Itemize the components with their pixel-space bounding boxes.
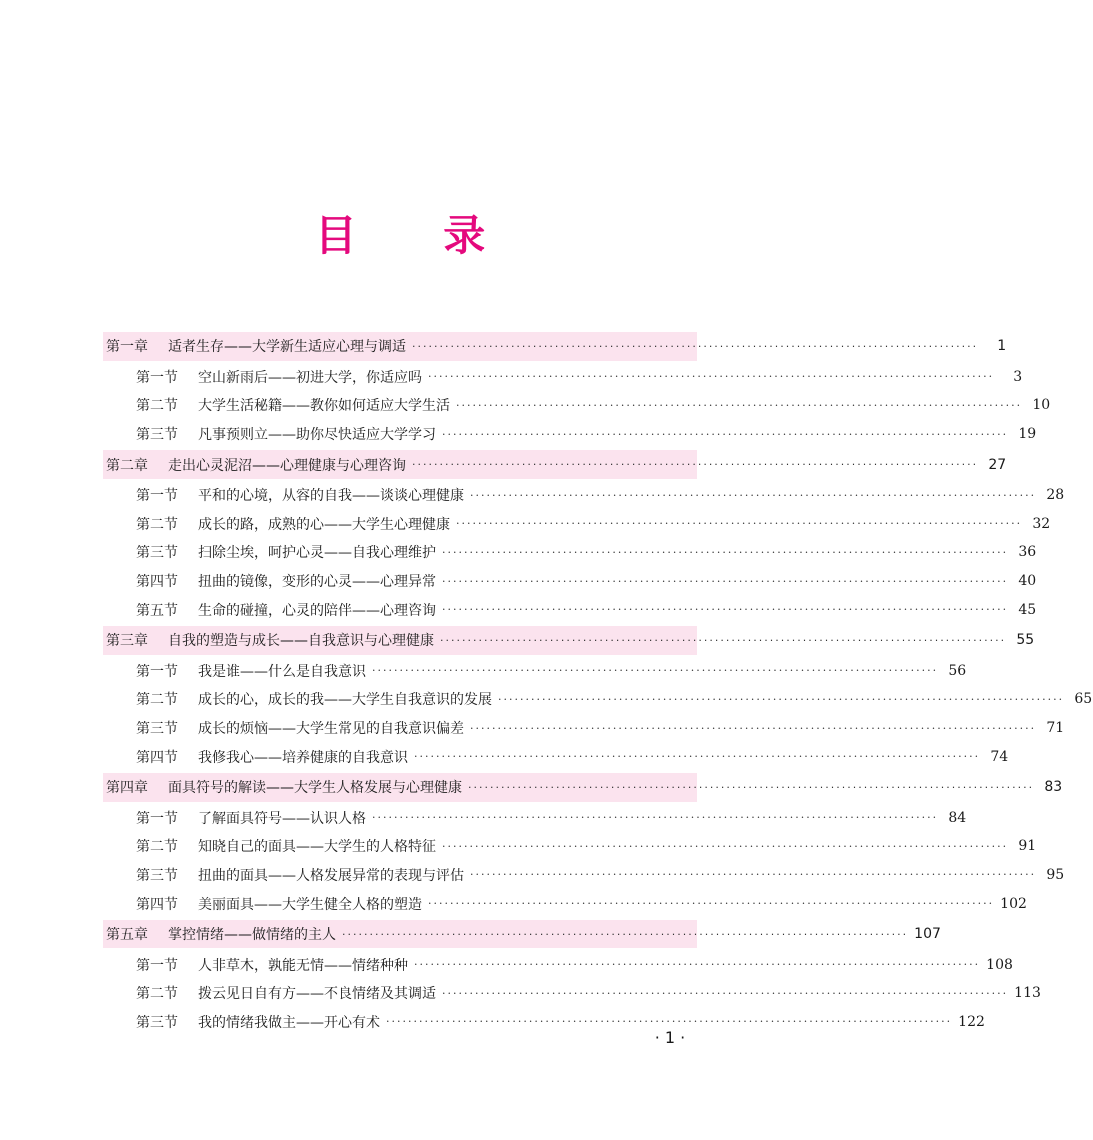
toc-entry-page: 36 (1018, 544, 1037, 561)
toc-leader-dots: ······································································································· (414, 958, 981, 972)
toc-leader-dots: ······································································································· (372, 811, 939, 825)
toc-entry-title: 走出心灵泥沼——心理健康与心理咨询 (168, 457, 406, 474)
toc-entry-page: 55 (1016, 632, 1035, 649)
toc-entry-number: 第四章 (106, 780, 148, 797)
toc-entry-number: 第五章 (106, 927, 148, 944)
toc-entry-page: 83 (1044, 779, 1063, 796)
toc-entry-page: 122 (958, 1013, 985, 1030)
toc-entry-page: 32 (1032, 515, 1051, 532)
toc-leader-dots: ······································································································· (428, 897, 995, 911)
toc-entry-number: 第一节 (136, 488, 178, 505)
toc-section-row (103, 950, 1013, 979)
toc-entry-title: 我的情绪我做主——开心有术 (198, 1014, 380, 1031)
toc-entry-page: 102 (1000, 895, 1027, 912)
toc-leader-dots: ······································································································· (470, 868, 1037, 882)
toc-leader-dots: ······································································································· (498, 692, 1065, 706)
toc-entry-title: 我修我心——培养健康的自我意识 (198, 749, 408, 766)
toc-entry-page: 91 (1018, 838, 1037, 855)
toc-entry-title: 扭曲的面具——人格发展异常的表现与评估 (198, 867, 464, 884)
toc-entry-number: 第一节 (136, 957, 178, 974)
toc-chapter-row (103, 626, 1035, 655)
toc-entry-number: 第一节 (136, 810, 178, 827)
table-of-contents (103, 330, 1093, 1036)
toc-entry-title: 知晓自己的面具——大学生的人格特征 (198, 839, 436, 856)
toc-leader-dots: ······································································································· (342, 927, 909, 941)
toc-entry-number: 第二节 (136, 692, 178, 709)
toc-leader-dots: ······································································································· (456, 398, 1023, 412)
toc-entry-page: 113 (1014, 985, 1041, 1002)
toc-leader-dots: ······································································································· (456, 517, 1023, 531)
toc-section-row (103, 714, 1065, 743)
toc-entry-page: 28 (1046, 487, 1065, 504)
toc-leader-dots: ······································································································· (470, 488, 1037, 502)
toc-section-row (103, 657, 967, 686)
toc-entry-page: 27 (988, 456, 1007, 473)
toc-entry-number: 第一章 (106, 339, 148, 356)
toc-section-row (103, 420, 1037, 449)
toc-entry-page: 107 (914, 926, 941, 943)
toc-leader-dots: ······································································································· (468, 780, 1035, 794)
toc-entry-page: 1 (997, 338, 1007, 355)
toc-section-row (103, 538, 1037, 567)
toc-section-row (103, 832, 1037, 861)
toc-section-row (103, 861, 1065, 890)
toc-chapter-row (103, 332, 1007, 361)
toc-entry-number: 第二节 (136, 839, 178, 856)
toc-section-row (103, 595, 1037, 624)
toc-section-row (103, 481, 1065, 510)
toc-section-row (103, 742, 1009, 771)
toc-entry-number: 第二节 (136, 986, 178, 1003)
toc-entry-number: 第三节 (136, 545, 178, 562)
toc-entry-title: 成长的心，成长的我——大学生自我意识的发展 (198, 692, 492, 709)
page-title: 目 录 (314, 211, 522, 260)
toc-entry-number: 第二节 (136, 398, 178, 415)
toc-entry-page: 56 (948, 662, 967, 679)
toc-entry-number: 第三节 (136, 867, 178, 884)
toc-entry-page: 108 (986, 956, 1013, 973)
toc-entry-number: 第四节 (136, 574, 178, 591)
toc-leader-dots: ······································································································· (442, 839, 1009, 853)
toc-entry-title: 空山新雨后——初进大学，你适应吗 (198, 369, 422, 386)
toc-entry-number: 第一节 (136, 663, 178, 680)
toc-chapter-row (103, 920, 941, 949)
toc-entry-number: 第三节 (136, 1014, 178, 1031)
toc-entry-title: 成长的路，成熟的心——大学生心理健康 (198, 516, 450, 533)
toc-leader-dots: ······································································································· (386, 1015, 953, 1029)
toc-entry-number: 第三节 (136, 427, 178, 444)
toc-section-row (103, 979, 1041, 1008)
toc-section-row (103, 391, 1051, 420)
page-number: · 1 · (654, 1028, 686, 1047)
toc-entry-page: 3 (1013, 368, 1023, 385)
toc-entry-page: 40 (1018, 573, 1037, 590)
toc-entry-title: 拨云见日自有方——不良情绪及其调适 (198, 986, 436, 1003)
toc-entry-title: 美丽面具——大学生健全人格的塑造 (198, 896, 422, 913)
toc-leader-dots: ······································································································· (442, 986, 1009, 1000)
toc-leader-dots: ······································································································· (440, 633, 1007, 647)
toc-leader-dots: ······································································································· (412, 458, 979, 472)
toc-entry-page: 65 (1074, 691, 1093, 708)
toc-leader-dots: ······································································································· (414, 750, 981, 764)
toc-leader-dots: ······································································································· (372, 664, 939, 678)
toc-entry-page: 45 (1018, 601, 1037, 618)
toc-leader-dots: ······································································································· (442, 603, 1009, 617)
toc-leader-dots: ······································································································· (442, 427, 1009, 441)
toc-leader-dots: ······································································································· (428, 370, 995, 384)
toc-entry-number: 第四节 (136, 749, 178, 766)
toc-entry-title: 扫除尘埃，呵护心灵——自我心理维护 (198, 545, 436, 562)
toc-entry-number: 第二节 (136, 516, 178, 533)
toc-chapter-row (103, 450, 1007, 479)
toc-entry-page: 71 (1046, 720, 1065, 737)
toc-entry-title: 面具符号的解读——大学生人格发展与心理健康 (168, 780, 462, 797)
toc-entry-page: 19 (1018, 426, 1037, 443)
toc-entry-title: 成长的烦恼——大学生常见的自我意识偏差 (198, 721, 464, 738)
toc-entry-title: 自我的塑造与成长——自我意识与心理健康 (168, 633, 434, 650)
toc-entry-title: 掌控情绪——做情绪的主人 (168, 927, 336, 944)
toc-entry-page: 95 (1046, 866, 1065, 883)
toc-entry-title: 平和的心境，从容的自我——谈谈心理健康 (198, 488, 464, 505)
toc-entry-title: 人非草木，孰能无情——情绪种种 (198, 957, 408, 974)
toc-entry-title: 了解面具符号——认识人格 (198, 810, 366, 827)
toc-entry-number: 第三章 (106, 633, 148, 650)
toc-section-row (103, 685, 1093, 714)
toc-entry-title: 我是谁——什么是自我意识 (198, 663, 366, 680)
toc-entry-title: 凡事预则立——助你尽快适应大学学习 (198, 427, 436, 444)
toc-entry-number: 第二章 (106, 457, 148, 474)
toc-section-row (103, 510, 1051, 539)
toc-entry-title: 大学生活秘籍——教你如何适应大学生活 (198, 398, 450, 415)
toc-entry-number: 第四节 (136, 896, 178, 913)
toc-entry-title: 生命的碰撞，心灵的陪伴——心理咨询 (198, 602, 436, 619)
toc-entry-page: 74 (990, 748, 1009, 765)
toc-entry-title: 扭曲的镜像，变形的心灵——心理异常 (198, 574, 436, 591)
toc-leader-dots: ······································································································· (412, 339, 979, 353)
toc-entry-page: 84 (948, 809, 967, 826)
toc-entry-page: 10 (1032, 397, 1051, 414)
toc-entry-number: 第三节 (136, 721, 178, 738)
toc-leader-dots: ······································································································· (470, 721, 1037, 735)
toc-entry-title: 适者生存——大学新生适应心理与调适 (168, 339, 406, 356)
toc-entry-number: 第一节 (136, 369, 178, 386)
toc-leader-dots: ······································································································· (442, 545, 1009, 559)
toc-leader-dots: ······································································································· (442, 574, 1009, 588)
toc-section-row (103, 889, 1027, 918)
toc-chapter-row (103, 773, 1063, 802)
toc-section-row (103, 363, 1023, 392)
toc-section-row (103, 1008, 985, 1037)
toc-section-row (103, 804, 967, 833)
toc-entry-number: 第五节 (136, 602, 178, 619)
toc-section-row (103, 567, 1037, 596)
